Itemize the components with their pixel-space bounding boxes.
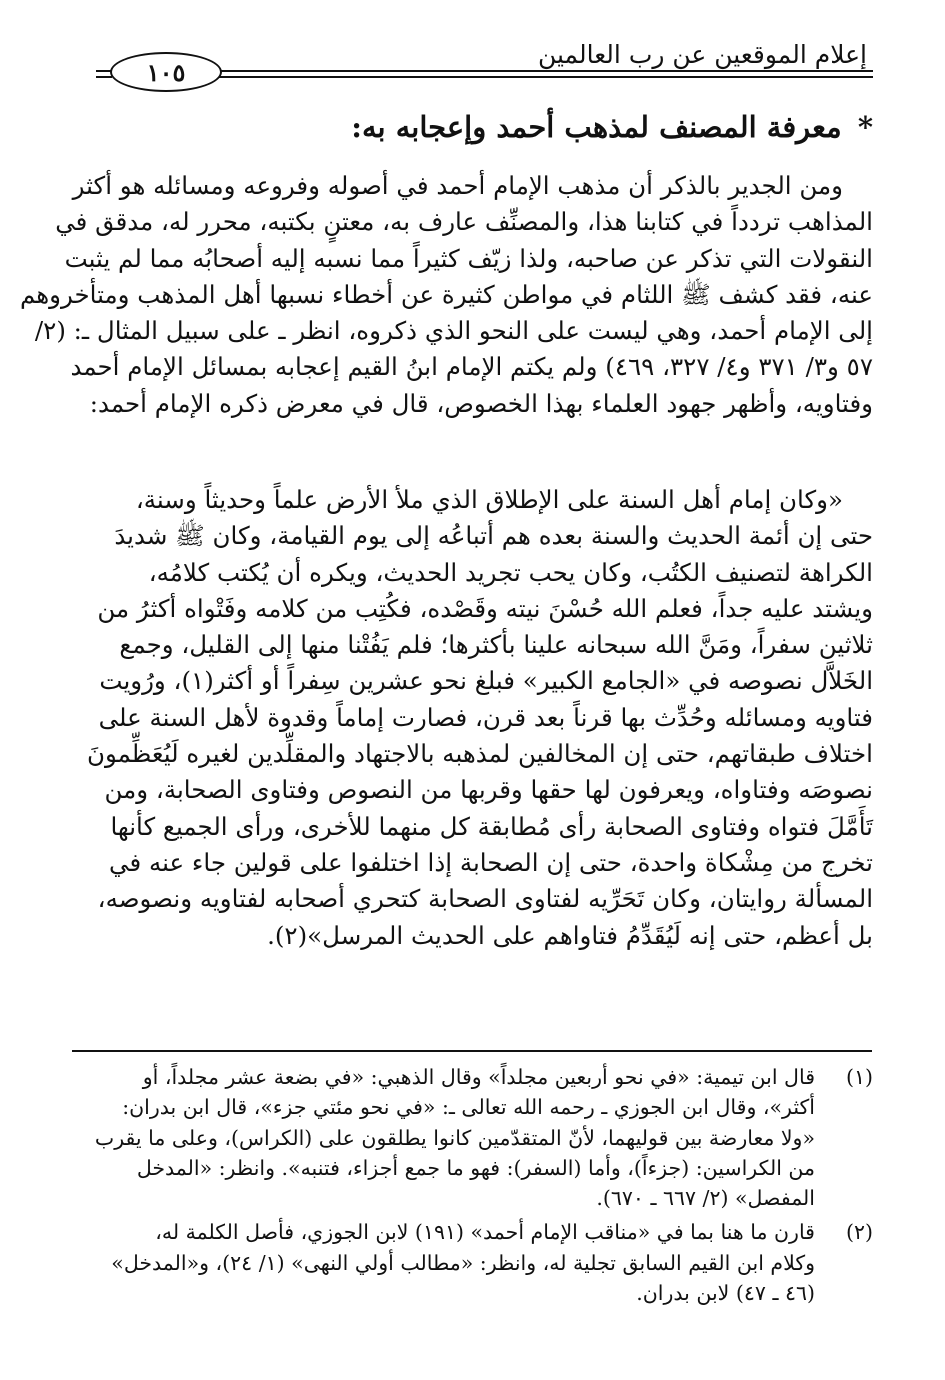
text-line: المذاهب تردداً في كتابنا هذا، والمصنِّف عارف به، معتنٍ بكتبه، محرر له، مدقق في	[55, 207, 873, 237]
footnote-number: (٢)	[845, 1220, 873, 1245]
paragraph-intro	[19, 168, 873, 422]
paragraph-quote	[73, 482, 873, 954]
footnote-line: وكلام ابن القيم السابق تجلية له، وانظر: «مطالب أولي النهى» (١/ ٢٤)، و«المدخل»	[111, 1250, 815, 1275]
footnotes	[73, 1062, 873, 1312]
text-line: حتى إن أئمة الحديث والسنة بعده هم أتباعُه إلى يوم القيامة، وكان ﷺ شديدَ	[114, 521, 873, 551]
text-line: إلى الإمام أحمد، وهي ليست على النحو الذي ذكروه، انظر ـ على سبيل المثال ـ: (٢/	[34, 316, 873, 346]
header-rule-bottom	[218, 76, 873, 78]
text-line: اختلاف طبقاتهم، حتى إن المخالفين لمذهبه بالاجتهاد والمقلِّدين لغيره لَيُعَظِّمونَ	[86, 739, 873, 769]
section-heading	[351, 110, 873, 144]
footnote-2	[73, 1217, 873, 1308]
text-line: الخَلاَّل نصوصه في «الجامع الكبير» فبلغ نحو عشرين سِفراً أو أكثر(١)، ورُويت	[99, 666, 873, 696]
footnote-1	[73, 1062, 873, 1213]
text-line: عنه، فقد كشف ﷺ اللثام في مواطن كثيرة عن أخطاء نسبها أهل المذهب ومتأخروهم	[19, 279, 873, 309]
text-line: ومن الجدير بالذكر أن مذهب الإمام أحمد في أصوله وفروعه ومسائله هو أكثر	[72, 171, 843, 200]
footnote-number: (١)	[845, 1065, 873, 1089]
header-rule-left-bottom	[96, 76, 112, 78]
text-line: «وكان إمام أهل السنة على الإطلاق الذي ملأ الأرض علماً وحديثاً وسنة،	[135, 485, 843, 514]
text-line: ٥٧ و٣/ ٣٧١ و٤/ ٣٢٧، ٤٦٩) ولم يكتم الإمام ابنُ القيم إعجابه بمسائل الإمام أحمد	[70, 352, 873, 382]
page-number-badge	[110, 52, 222, 92]
footnote-line: قال ابن تيمية: «في نحو أربعين مجلداً» وقال الذهبي: «في بضعة عشر مجلداً، أو	[142, 1065, 815, 1089]
page-number: ١٠٥	[146, 57, 186, 87]
footnote-line: من الكراسين: (جزءاً)، وأما (السفر): فهو ما جمع أجزاء، فتنبه». وانظر: «المدخل	[136, 1155, 815, 1180]
footnote-line: قارن ما هنا بما في «مناقب الإمام أحمد» (١٩١) لابن الجوزي، فأصل الكلمة له،	[155, 1220, 815, 1245]
footnote-line: المفصل» (٢/ ٦٦٧ ـ ٦٧٠).	[596, 1186, 815, 1211]
footnote-line: أكثر»، وقال ابن الجوزي ـ رحمه الله تعالى ـ: «في نحو مئتي جزء»، قال ابن بدران:	[122, 1095, 815, 1120]
text-line: تَأَمَّلَ فتواه وفتاوى الصحابة رأى مُطابقة كل منهما للأخرى، ورأى الجميع كأنها	[110, 811, 873, 841]
text-line: نصوصَه وفتاواه، ويعرفون لها حقها وقربها من النصوص وفتاوى الصحابة، ومن	[104, 775, 873, 805]
heading-text: معرفة المصنف لمذهب أحمد وإعجابه به:	[351, 110, 842, 144]
text-line: بل أعظم، حتى إنه لَيُقَدِّمُ فتاواهم على الحديث المرسل»(٢).	[267, 920, 873, 950]
text-line: تخرج من مِشْكاة واحدة، حتى إن الصحابة إذا اختلفوا على قولين جاء عنه في	[109, 847, 873, 877]
text-line: النقولات التي تذكر عن صاحبه، ولذا زيّف كثيراً مما نسبه إليه أصحابُه مما لم يثبت	[64, 243, 873, 273]
running-header-title: إعلام الموقعين عن رب العالمين	[537, 40, 867, 69]
text-line: المسألة روايتان، وكان تَحَرِّيه لفتاوى الصحابة كتحري أصحابه لفتاويه ونصوصه،	[97, 884, 873, 914]
heading-star: *	[857, 110, 873, 144]
footnote-line: «ولا معارضة بين قوليهما، لأنّ المتقدّمين كانوا يطلقون على (الكراس)، وعلى ما يقرب	[94, 1125, 815, 1150]
text-line: ثلاثين سفراً، ومَنَّ الله سبحانه علينا بأكثرها؛ فلم يَفُتْنا منها إلى القليل، وجمع	[119, 630, 873, 660]
text-line: وفتاويه، وأظهر جهود العلماء بهذا الخصوص، قال في معرض ذكره الإمام أحمد:	[89, 388, 873, 418]
footnote-line: (٤٦ ـ ٤٧) لابن بدران.	[636, 1281, 815, 1306]
header-rule-top	[218, 70, 873, 72]
text-line: الكراهة لتصنيف الكتُب، وكان يحب تجريد الحديث، ويكره أن يُكتب كلامُه،	[148, 557, 873, 587]
text-line: فتاويه ومسائله وحُدِّث بها قرناً بعد قرن، فصارت إماماً وقدوة لأهل السنة على	[98, 702, 873, 732]
text-line: ويشتد عليه جداً، فعلم الله حُسْنَ نيته وقَصْده، فكُتِب من كلامه وفَتْواه أكثرُ من	[97, 593, 873, 623]
footnote-separator	[72, 1050, 872, 1052]
